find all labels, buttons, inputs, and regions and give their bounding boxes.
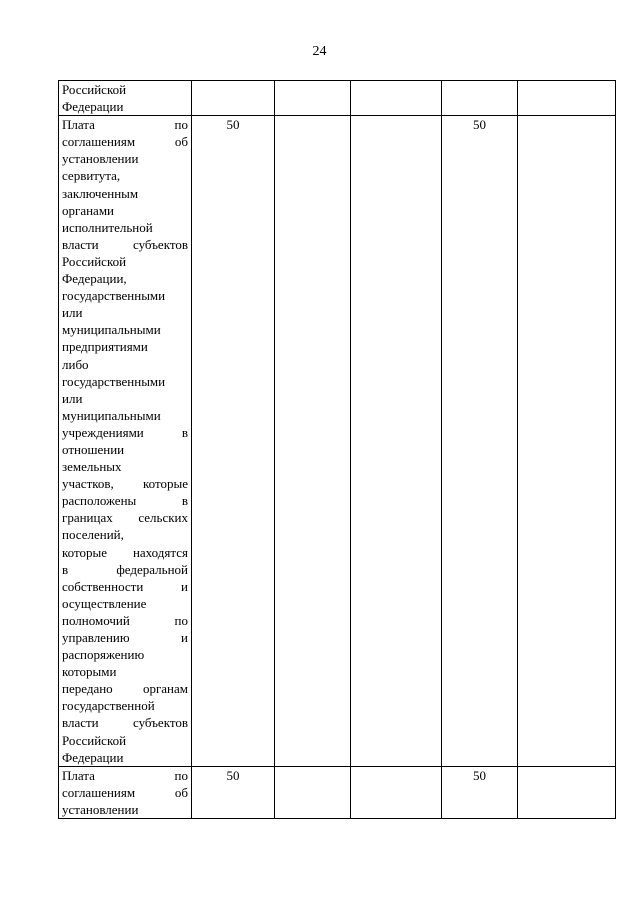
name-word: собственности xyxy=(62,578,144,594)
value-cell-col-6 xyxy=(518,116,616,767)
name-word: которые xyxy=(62,544,107,560)
row-name-cell xyxy=(59,766,192,818)
value-cell-col-3 xyxy=(275,766,351,818)
row-name-line: осуществление xyxy=(62,595,147,611)
name-word: расположены xyxy=(62,493,137,509)
name-word: в xyxy=(62,561,69,577)
name-word: Плата xyxy=(62,767,95,783)
row-name-line: Плата по xyxy=(62,117,188,133)
value-cell-col-3 xyxy=(275,116,351,767)
row-name-line: сервитута, xyxy=(62,168,121,184)
row-name-line: земельных xyxy=(62,459,122,475)
value-cell-col-2 xyxy=(192,81,275,116)
row-name-line: установлении xyxy=(62,801,139,817)
table-row xyxy=(59,81,616,116)
value-cell-col-6 xyxy=(518,766,616,818)
row-name-line: муниципальными xyxy=(62,322,161,338)
table-row xyxy=(59,116,616,767)
row-name-line: соглашениям об xyxy=(62,784,188,800)
value-cell-col-5 xyxy=(442,81,518,116)
name-word: полномочий xyxy=(62,612,130,628)
name-word: Плата xyxy=(62,117,95,133)
name-word: участков, xyxy=(62,476,114,492)
value-cell-col-4 xyxy=(351,81,442,116)
row-name-line: предприятиями xyxy=(62,339,148,355)
row-name-line: границах сельских xyxy=(62,510,188,526)
name-word: передано xyxy=(62,681,113,697)
row-name-line: расположены в xyxy=(62,493,188,509)
row-name-line: Федерации xyxy=(62,749,124,765)
row-name-line: Российской xyxy=(62,253,127,269)
value-cell-col-5: 50 xyxy=(442,766,518,818)
name-word: соглашениям xyxy=(62,784,136,800)
row-name-line: установлении xyxy=(62,151,139,167)
row-name-line: которыми xyxy=(62,664,117,680)
row-name-line: собственности и xyxy=(62,578,188,594)
row-name-cell xyxy=(59,116,192,767)
name-word: власти xyxy=(62,236,99,252)
value-cell-col-5: 50 xyxy=(442,116,518,767)
page-number: 24 xyxy=(312,44,327,59)
value-cell-col-2: 50 xyxy=(192,116,275,767)
row-name-line: Федерации xyxy=(62,99,124,115)
row-name-cell xyxy=(59,81,192,116)
value-cell-col-2: 50 xyxy=(192,766,275,818)
row-name-line: распоряжению xyxy=(62,647,145,663)
row-name-line: заключенным xyxy=(62,185,139,201)
row-name-line: власти субъектов xyxy=(62,715,188,731)
row-name-line: отношении xyxy=(62,441,125,457)
row-name-line: государственной xyxy=(62,698,155,714)
table-body xyxy=(59,81,616,819)
row-name-line: Плата по xyxy=(62,767,188,783)
row-name-line: Российской xyxy=(62,732,127,748)
row-name-line: государственными xyxy=(62,288,166,304)
name-word: учреждениями xyxy=(62,424,144,440)
name-word: границах xyxy=(62,510,113,526)
value-cell-col-4 xyxy=(351,766,442,818)
name-word: соглашениям xyxy=(62,134,136,150)
row-name-line: учреждениями в xyxy=(62,424,188,440)
row-name-line: или xyxy=(62,305,83,321)
row-name-line: или xyxy=(62,390,83,406)
row-name-line: полномочий по xyxy=(62,612,188,628)
row-name-line: Федерации, xyxy=(62,271,127,287)
table-row xyxy=(59,766,616,818)
row-name-line: в федеральной xyxy=(62,561,188,577)
name-word: власти xyxy=(62,715,99,731)
row-name-line: поселений, xyxy=(62,527,124,543)
row-name-line: органами xyxy=(62,202,115,218)
row-name-line: управлению и xyxy=(62,630,188,645)
row-name-line: участков, которые xyxy=(62,476,188,492)
row-name-line: соглашениям об xyxy=(62,134,188,150)
row-name-line: муниципальными xyxy=(62,407,161,423)
value-cell-col-3 xyxy=(275,81,351,116)
name-word: управлению xyxy=(62,630,130,645)
row-name-line: передано органам xyxy=(62,681,188,697)
row-name-line: Российской xyxy=(62,82,127,97)
row-name-line: исполнительной xyxy=(62,219,153,235)
revenue-table xyxy=(58,80,616,819)
row-name-line: государственными xyxy=(62,373,166,389)
row-name-line: либо xyxy=(62,356,89,372)
row-name-line: которые находятся xyxy=(62,544,188,560)
row-name-line: власти субъектов xyxy=(62,236,188,252)
value-cell-col-6 xyxy=(518,81,616,116)
value-cell-col-4 xyxy=(351,116,442,767)
